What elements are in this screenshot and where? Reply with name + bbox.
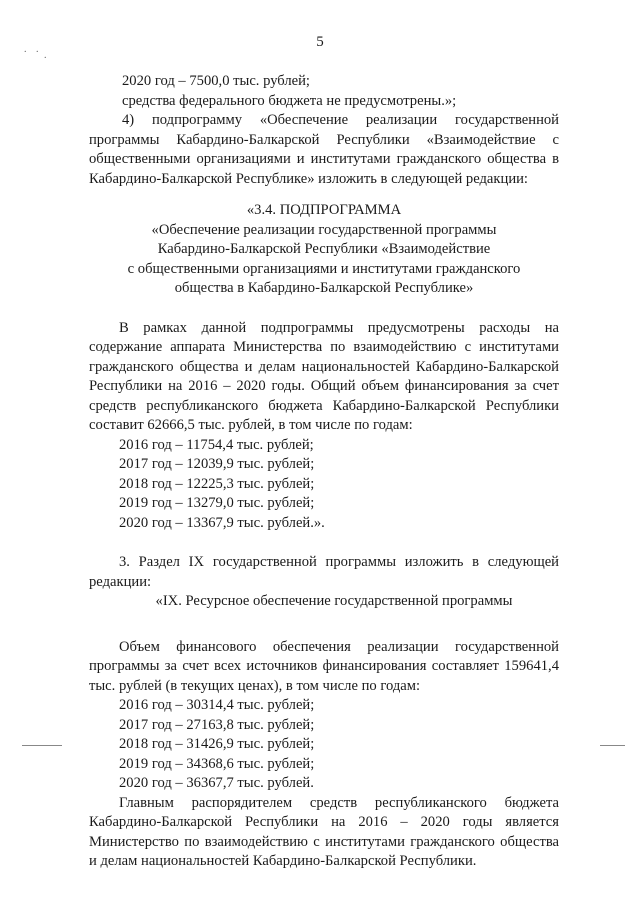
subprogram-paragraph: В рамках данной подпрограммы предусмотрены расходы на содержание аппарата Министерства по взаимодействию с институтами гражданского общества и делам национальностей Кабардино-Балкарской Республики на 2016 – 2020 годы. Общий объем финансирования за счет средств республиканского бюджета Кабардино-Балкарской Республики составит 62666,5 тыс. рублей, в том числе по годам: bbox=[89, 319, 559, 433]
page-number: 5 bbox=[316, 34, 324, 50]
year-amount: 2016 год – 30314,4 тыс. рублей; bbox=[119, 697, 315, 713]
year-amount: 2019 год – 34368,6 тыс. рублей; bbox=[119, 755, 315, 772]
year-amount: 2018 год – 12225,3 тыс. рублей; bbox=[119, 475, 315, 492]
subprogram-heading-line: Кабардино-Балкарской Республики «Взаимодействие bbox=[157, 241, 491, 257]
section-9-heading: «IX. Ресурсное обеспечение государственной программы bbox=[155, 593, 513, 609]
distributor-paragraph: Главным распорядителем средств республиканского бюджета Кабардино-Балкарской Республики на 2016 – 2020 годы является Министерство по взаимодействию с институтами гражданского общества и делам национальностей Кабардино-Балкарской Республики. bbox=[89, 794, 559, 869]
subprogram-heading-line: «3.4. ПОДПРОГРАММА bbox=[246, 202, 402, 218]
year-amount: 2017 год – 12039,9 тыс. рублей; bbox=[119, 456, 315, 472]
year-amount: 2020 год – 13367,9 тыс. рублей.». bbox=[119, 514, 325, 531]
intro-line: средства федерального бюджета не предусмотрены.»; bbox=[122, 92, 457, 109]
intro-line: 2020 год – 7500,0 тыс. рублей; bbox=[122, 73, 310, 89]
item-4-paragraph: 4) подпрограмму «Обеспечение реализации государственной программы Кабардино-Балкарской Республики «Взаимодействие с общественными организациями и институтами гражданского общества в Кабардино-Балкарской Республике» изложить в следующей редакции: bbox=[89, 112, 559, 187]
item-3-paragraph: 3. Раздел IX государственной программы изложить в следующей редакции: bbox=[89, 554, 559, 590]
subprogram-heading-line: «Обеспечение реализации государственной программы bbox=[151, 221, 497, 238]
year-amount: 2016 год – 11754,4 тыс. рублей; bbox=[119, 436, 314, 453]
year-amount: 2018 год – 31426,9 тыс. рублей; bbox=[119, 736, 315, 752]
subprogram-heading-line: общества в Кабардино-Балкарской Республике» bbox=[174, 280, 474, 296]
subprogram-heading-line: с общественными организациями и институтами гражданского bbox=[127, 260, 521, 277]
scan-artifact-line bbox=[22, 745, 62, 746]
scan-artifact-line bbox=[600, 745, 625, 746]
year-amount: 2020 год – 36367,7 тыс. рублей. bbox=[119, 775, 314, 791]
document-body bbox=[89, 72, 559, 872]
year-amount: 2017 год – 27163,8 тыс. рублей; bbox=[119, 716, 315, 733]
scan-artifact: . bbox=[44, 50, 47, 61]
scan-artifact: . bbox=[24, 44, 27, 55]
resource-paragraph: Объем финансового обеспечения реализации государственной программы за счет всех источников финансирования составляет 159641,4 тыс. рублей (в текущих ценах), в том числе по годам: bbox=[89, 638, 559, 694]
scan-artifact: . bbox=[36, 44, 39, 55]
year-amount: 2019 год – 13279,0 тыс. рублей; bbox=[119, 495, 315, 511]
